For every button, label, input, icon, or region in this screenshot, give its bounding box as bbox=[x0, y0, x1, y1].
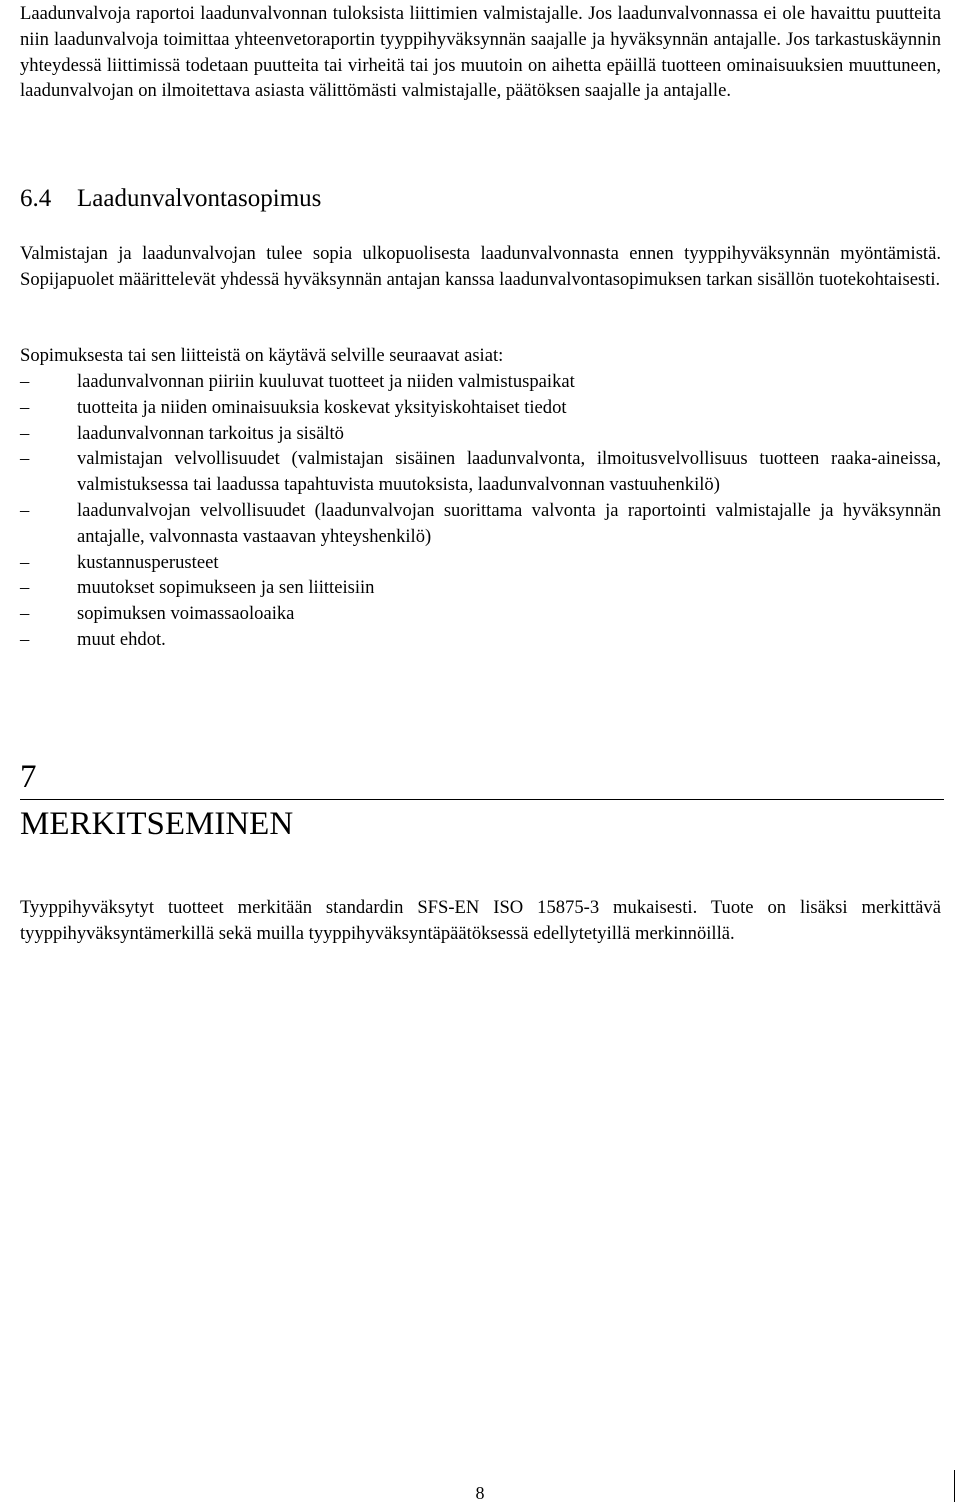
list-item-text: sopimuksen voimassaoloaika bbox=[77, 603, 295, 625]
dash-bullet: – bbox=[20, 396, 30, 418]
list-item bbox=[20, 446, 941, 498]
list-intro-paragraph: Sopimuksesta tai sen liitteistä on käytävä selville seuraavat asiat: bbox=[20, 345, 504, 366]
marking-paragraph: Tyyppihyväksytyt tuotteet merkitään standardin SFS-EN ISO 15875-3 mukaisesti. Tuote on lisäksi merkittävä tyyppihyväksyntämerkillä sekä muilla tyyppihyväksyntäpäätöksessä edellytetyillä merkinnöillä. bbox=[20, 897, 941, 944]
dash-bullet: – bbox=[20, 448, 30, 470]
list-item-text: valmistajan velvollisuudet (valmistajan sisäinen laadunvalvonta, ilmoitusvelvollisuus tuotteen raaka-aineissa, valmistuksessa tai laadussa tapahtuvista muutoksista, laadunvalvonnan vastuuhenkilö) bbox=[77, 448, 941, 496]
agreement-contents-list bbox=[20, 369, 941, 653]
dash-bullet: – bbox=[20, 371, 30, 392]
intro-paragraph: Laadunvalvoja raportoi laadunvalvonnan tuloksista liittimien valmistajalle. Jos laadunvalvonnassa ei ole havaittu puutteita niin laadunvalvoja toimittaa yhteenvetoraportin tyyppihyväksynnän saajalle ja hyväksynnän antajalle. Jos tarkastuskäynnin yhteydessä liittimissä todetaan puutteita tai virheitä tai jos muutoin on aihetta epäillä tuotteen ominaisuuksien muuttuneen, laadunvalvojan on ilmoitettava asiasta välittömästi valmistajalle, päätöksen saajalle ja antajalle. bbox=[20, 3, 941, 102]
list-item-text: laadunvalvojan velvollisuudet (laadunvalvojan suorittama valvonta ja raportointi valmistajalle ja hyväksynnän antajalle, valvonnasta vastaavan yhteyshenkilö) bbox=[77, 499, 941, 547]
dash-bullet: – bbox=[20, 577, 30, 599]
list-item-text: tuotteita ja niiden ominaisuuksia koskevat yksityiskohtaiset tiedot bbox=[77, 396, 567, 418]
list-item bbox=[20, 498, 941, 550]
list-item-text: muutokset sopimukseen ja sen liitteisiin bbox=[77, 577, 375, 599]
list-item bbox=[20, 627, 941, 653]
chapter-heading-7 bbox=[20, 755, 944, 846]
list-item bbox=[20, 395, 941, 421]
list-item-text: laadunvalvonnan piiriin kuuluvat tuotteet ja niiden valmistuspaikat bbox=[77, 371, 575, 392]
section-number: 6.4 bbox=[20, 185, 52, 212]
dash-bullet: – bbox=[20, 603, 30, 625]
list-item-text: laadunvalvonnan tarkoitus ja sisältö bbox=[77, 422, 344, 444]
page-number: 8 bbox=[475, 1483, 485, 1503]
dash-bullet: – bbox=[20, 422, 30, 444]
agreement-paragraph: Valmistajan ja laadunvalvojan tulee sopia ulkopuolisesta laadunvalvonnasta ennen tyyppihyväksynnän myöntämistä. Sopijapuolet määrittelevät yhdessä hyväksynnän antajan kanssa laadunvalvontasopimuksen tarkan sisällön tuotekohtaisesti. bbox=[20, 243, 941, 290]
list-item-text: kustannusperusteet bbox=[77, 551, 219, 573]
chapter-number: 7 bbox=[20, 755, 944, 800]
list-item bbox=[20, 601, 941, 627]
dash-bullet: – bbox=[20, 628, 30, 650]
dash-bullet: – bbox=[20, 551, 30, 573]
section-title: Laadunvalvontasopimus bbox=[77, 185, 322, 212]
list-item bbox=[20, 575, 941, 601]
list-item bbox=[20, 421, 941, 447]
list-item-text: muut ehdot. bbox=[77, 628, 166, 650]
dash-bullet: – bbox=[20, 499, 30, 521]
section-heading-6-4 bbox=[20, 183, 321, 215]
list-item bbox=[20, 369, 941, 395]
chapter-title: MERKITSEMINEN bbox=[20, 806, 294, 842]
list-item bbox=[20, 550, 941, 576]
